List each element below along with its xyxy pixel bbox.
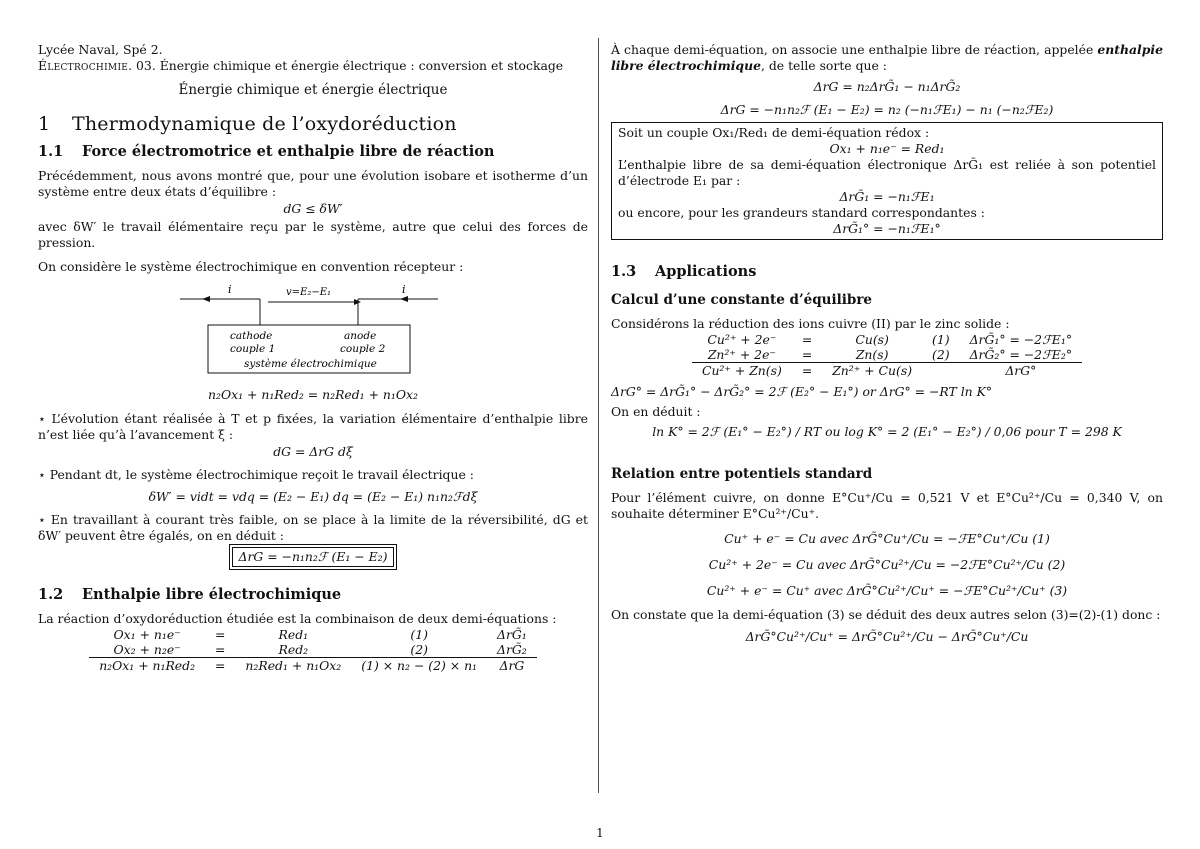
course-prefix: Électrochimie xyxy=(38,58,129,73)
equation: ΔrG̃°Cu²⁺/Cu⁺ = ΔrG̃°Cu²⁺/Cu − ΔrG̃°Cu⁺/Cu xyxy=(745,629,1029,644)
box-equation: ΔrG̃₁° = −n₁ℱE₁° xyxy=(833,221,941,236)
anode-label: anode xyxy=(344,330,377,342)
voltage-label: v=E₂−E₁ xyxy=(286,287,332,298)
section-number: 1.2 xyxy=(38,586,64,603)
section-number: 1.1 xyxy=(38,143,64,160)
school-line: Lycée Naval, Spé 2. xyxy=(38,42,163,57)
equation: Cu⁺ + e⁻ = Cu avec ΔrG̃°Cu⁺/Cu = −ℱE°Cu⁺/Cu (1) xyxy=(724,531,1050,546)
couple2-label: couple 2 xyxy=(340,343,386,355)
course-line xyxy=(38,58,588,74)
section-1-heading xyxy=(38,113,588,135)
paragraph: À chaque demi-équation, on associe une enthalpie libre de réaction, appelée enthalpie libre électrochimique, de telle sorte que : xyxy=(611,42,1163,73)
boxed-equation xyxy=(38,547,588,567)
column-divider xyxy=(598,38,599,793)
box-equation: ΔrG̃₁ = −n₁ℱE₁ xyxy=(839,189,935,204)
reaction-table xyxy=(692,332,1082,378)
paragraph: ⋆ Pendant dt, le système électrochimique reçoit le travail électrique : xyxy=(38,467,474,482)
paragraph: La réaction d’oxydoréduction étudiée est la combinaison de deux demi-équations : xyxy=(38,611,557,626)
left-column xyxy=(38,42,588,673)
equation: ΔrG° = ΔrG̃₁° − ΔrG̃₂° = 2ℱ (E₂° − E₁°) or ΔrG° = −RT ln K° xyxy=(611,384,993,399)
paragraph: ⋆ L’évolution étant réalisée à T et p fixées, la variation élémentaire d’enthalpie libre n’est liée qu’à l’avancement ξ : xyxy=(38,411,588,442)
current-arrow-right-icon xyxy=(400,296,408,302)
box-line: L’enthalpie libre de sa demi-équation électronique ΔrG̃₁ est reliée à son potentiel d’électrode E₁ par : xyxy=(618,157,1156,188)
paragraph: ⋆ En travaillant à courant très faible, on se place à la limite de la réversibilité, dG et δW′ peuvent être égalés, on en déduit : xyxy=(38,512,588,543)
paragraph: Précédemment, nous avons montré que, pour une évolution isobare et isotherme d’un système entre deux états d’équilibre : xyxy=(38,168,588,199)
section-1-3-heading xyxy=(611,264,1163,280)
paragraph: On considère le système électrochimique en convention récepteur : xyxy=(38,259,464,274)
section-title: Force électromotrice et enthalpie libre de réaction xyxy=(82,143,495,160)
table-row: Zn²⁺ + 2e⁻ = Zn(s) (2) ΔrG̃₂° = −2ℱE₂° xyxy=(707,347,1073,362)
half-equations-table xyxy=(89,627,537,673)
electrochemical-system-diagram xyxy=(178,279,448,383)
table-row-sum: n₂Ox₁ + n₁Red₂ = n₂Red₁ + n₁Ox₂ (1) × n₂ − (2) × n₁ ΔrG xyxy=(89,658,537,674)
paragraph: On en déduit : xyxy=(611,404,701,419)
equation: ΔrG = n₂ΔrG̃₁ − n₁ΔrG̃₂ xyxy=(813,79,961,94)
cathode-label: cathode xyxy=(230,330,273,342)
equation: dG ≤ δW′ xyxy=(283,201,343,216)
equation: Cu²⁺ + 2e⁻ = Cu avec ΔrG̃°Cu²⁺/Cu = −2ℱE°Cu²⁺/Cu (2) xyxy=(708,557,1066,572)
section-title: Enthalpie libre électrochimique xyxy=(82,586,342,603)
current-label-left: i xyxy=(228,283,232,296)
box-equation: Ox₁ + n₁e⁻ = Red₁ xyxy=(829,141,945,156)
section-1-1-heading xyxy=(38,144,588,160)
section-1-2-heading xyxy=(38,587,588,603)
equation: δW′ = vidt = vdq = (E₂ − E₁) dq = (E₂ − E₁) n₁n₂ℱdξ xyxy=(148,489,478,504)
equation: ln K° = 2ℱ (E₁° − E₂°) / RT ou log K° = 2 (E₁° − E₂°) / 0,06 pour T = 298 K xyxy=(652,424,1122,439)
box-line: ou encore, pour les grandeurs standard correspondantes : xyxy=(618,205,985,220)
table-row: Cu²⁺ + 2e⁻ = Cu(s) (1) ΔrG̃₁° = −2ℱE₁° xyxy=(707,332,1073,347)
table-row: Ox₂ + n₂e⁻ = Red₂ (2) ΔrG̃₂ xyxy=(113,642,527,657)
system-label: système électrochimique xyxy=(244,358,377,370)
equation: n₂Ox₁ + n₁Red₂ = n₂Red₁ + n₁Ox₂ xyxy=(208,387,418,402)
equation: ΔrG = −n₁n₂ℱ (E₁ − E₂) = n₂ (−n₁ℱE₁) − n₁ (−n₂ℱE₂) xyxy=(720,102,1054,117)
paragraph: On constate que la demi-équation (3) se déduit des deux autres selon (3)=(2)-(1) donc : xyxy=(611,607,1161,622)
emphasis-term: enthalpie libre électrochimique xyxy=(611,42,1163,73)
subsection-heading: Relation entre potentiels standard xyxy=(611,466,873,482)
equation: dG = ΔrG dξ xyxy=(273,444,353,459)
subsection-heading: Calcul d’une constante d’équilibre xyxy=(611,292,873,308)
couple1-label: couple 1 xyxy=(230,343,276,355)
box-line: Soit un couple Ox₁/Red₁ de demi-équation rédox : xyxy=(618,125,930,140)
table-row-sum: Cu²⁺ + Zn(s) = Zn²⁺ + Cu(s) ΔrG° xyxy=(692,363,1082,379)
definition-box xyxy=(611,122,1163,240)
table-row: Ox₁ + n₁e⁻ = Red₁ (1) ΔrG̃₁ xyxy=(113,627,527,642)
section-number: 1.3 xyxy=(611,263,637,280)
boxed-result: ΔrG = −n₁n₂ℱ (E₁ − E₂) xyxy=(232,547,395,567)
course-rest: . 03. Énergie chimique et énergie électrique : conversion et stockage xyxy=(128,58,564,73)
section-title: Applications xyxy=(655,263,757,280)
current-arrow-left-icon xyxy=(202,296,210,302)
equation: Cu²⁺ + e⁻ = Cu⁺ avec ΔrG̃°Cu²⁺/Cu⁺ = −ℱE°Cu²⁺/Cu⁺ (3) xyxy=(706,583,1068,598)
document-title: Énergie chimique et énergie électrique xyxy=(178,82,448,98)
page-number: 1 xyxy=(596,826,604,840)
paragraph: Considérons la réduction des ions cuivre (II) par le zinc solide : xyxy=(611,316,1010,331)
paragraph: Pour l’élément cuivre, on donne E°Cu⁺/Cu = 0,521 V et E°Cu²⁺/Cu = 0,340 V, on souhaite déterminer E°Cu²⁺/Cu⁺. xyxy=(611,490,1163,521)
section-title: Thermodynamique de l’oxydoréduction xyxy=(72,113,457,135)
right-column xyxy=(611,42,1163,647)
paragraph: avec δW′ le travail élémentaire reçu par le système, autre que celui des forces de pression. xyxy=(38,219,588,250)
current-label-right: i xyxy=(402,283,406,296)
section-number: 1 xyxy=(38,113,51,135)
